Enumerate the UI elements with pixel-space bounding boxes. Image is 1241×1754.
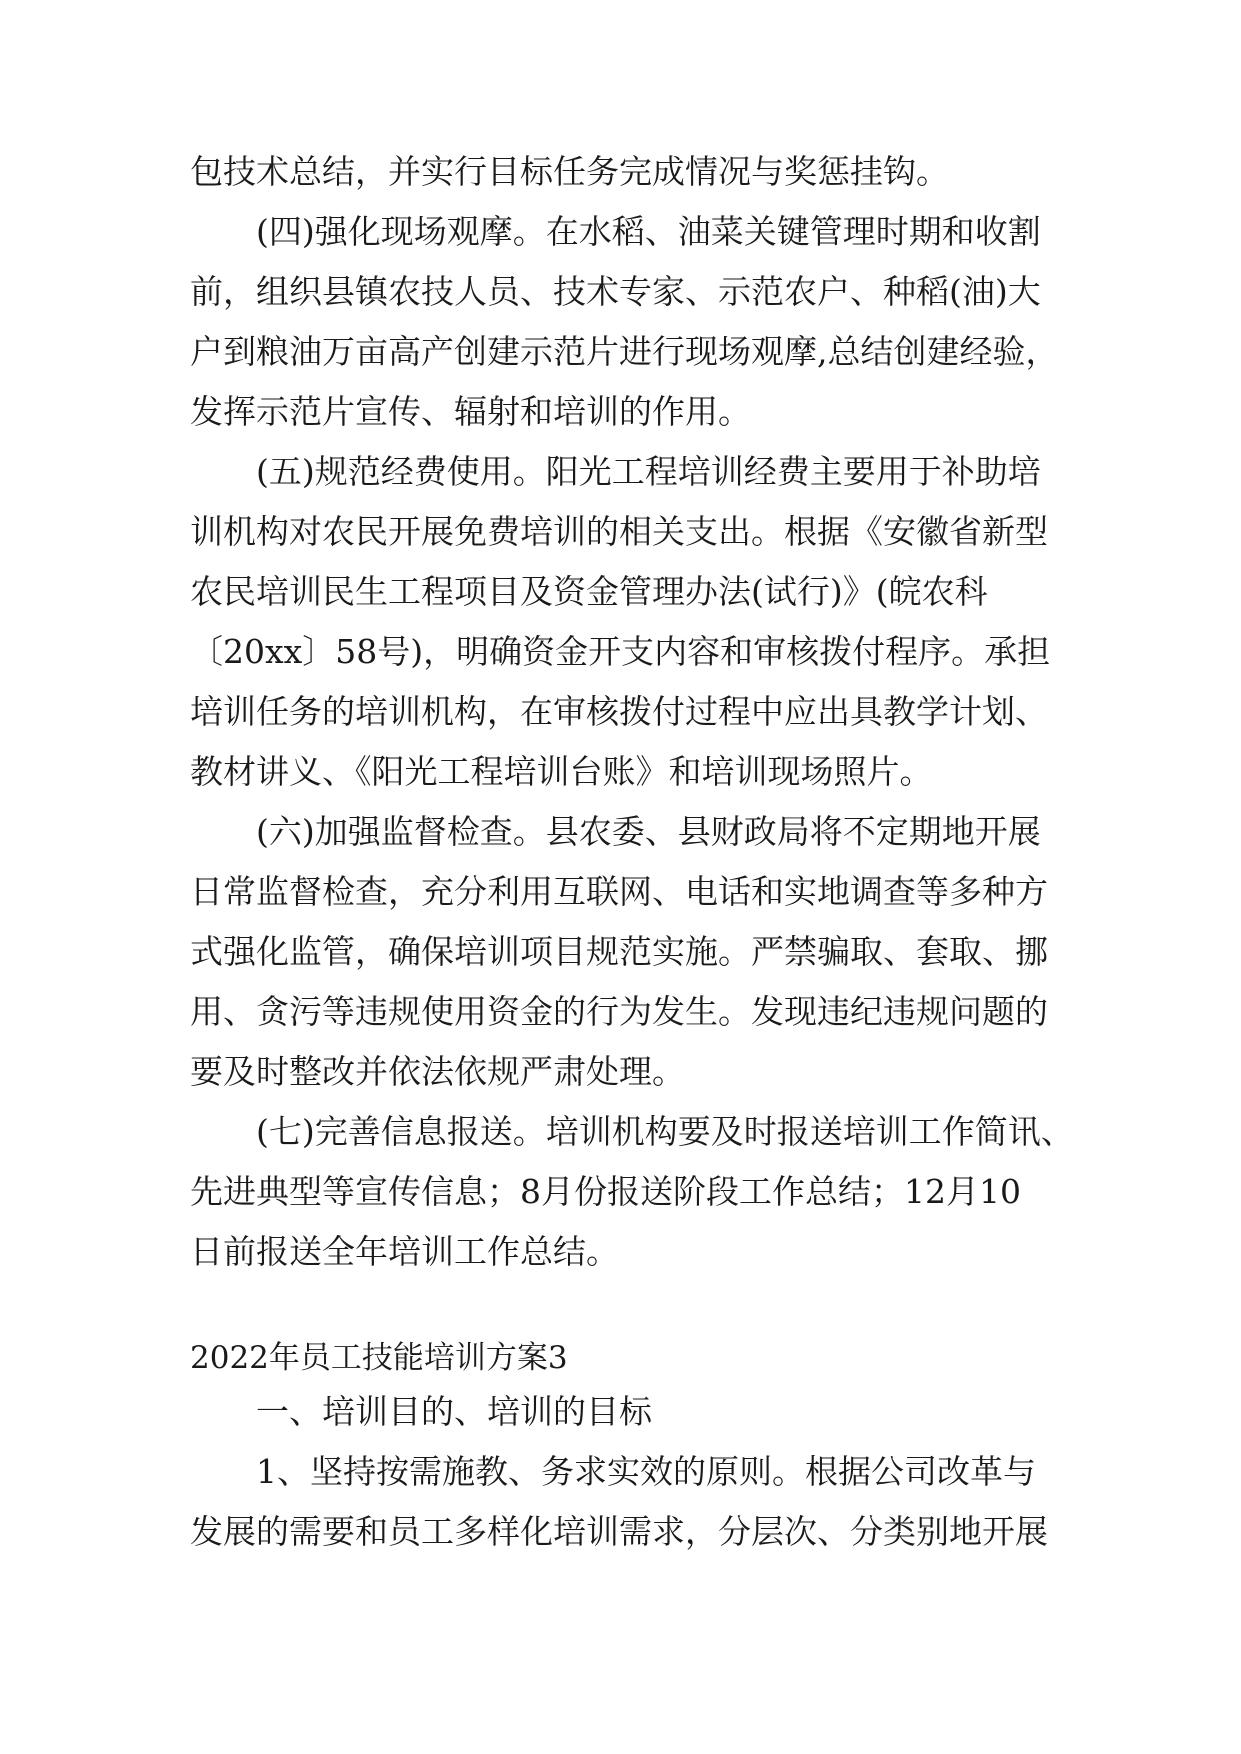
paragraph-line: (六)加强监督检查。县农委、县财政局将不定期地开展 [256,812,1041,851]
section-title: 2022年员工技能培训方案3 [190,1340,568,1376]
paragraph-line: 前，组织县镇农技人员、技术专家、示范农户、种稻(油)大 [190,272,1041,311]
paragraph-line: 要及时整改并依法依规严肃处理。 [190,1052,685,1091]
paragraph-line: 〔20xx〕58号)，明确资金开支内容和审核拨付程序。承担 [190,632,1051,671]
paragraph-line: (七)完善信息报送。培训机构要及时报送培训工作简讯、 [256,1112,1074,1151]
paragraph-line: 训机构对农民开展免费培训的相关支出。根据《安徽省新型 [190,512,1048,551]
paragraph-line: 日前报送全年培训工作总结。 [190,1232,619,1271]
paragraph-line: 包技术总结，并实行目标任务完成情况与奖惩挂钩。 [190,152,949,191]
paragraph-line: 户到粮油万亩高产创建示范片进行现场观摩,总结创建经验， [190,332,1059,371]
paragraph-line: (五)规范经费使用。阳光工程培训经费主要用于补助培 [256,452,1041,491]
paragraph-line: (四)强化现场观摩。在水稻、油菜关键管理时期和收割 [256,212,1041,251]
paragraph-line: 发展的需要和员工多样化培训需求，分层次、分类别地开展 [190,1512,1048,1551]
paragraph-line: 日常监督检查，充分利用互联网、电话和实地调查等多种方 [190,872,1048,911]
paragraph-line: 教材讲义、《阳光工程培训台账》和培训现场照片。 [190,752,933,791]
paragraph-line: 式强化监管，确保培训项目规范实施。严禁骗取、套取、挪 [190,932,1048,971]
section-heading: 一、培训目的、培训的目标 [256,1392,652,1431]
paragraph-line: 发挥示范片宣传、辐射和培训的作用。 [190,392,751,431]
paragraph-line: 用、贪污等违规使用资金的行为发生。发现违纪违规问题的 [190,992,1048,1031]
paragraph-line: 农民培训民生工程项目及资金管理办法(试行)》(皖农科 [190,572,988,611]
paragraph-line: 1、坚持按需施教、务求实效的原则。根据公司改革与 [256,1452,1036,1491]
paragraph-line: 先进典型等宣传信息；8月份报送阶段工作总结；12月10 [190,1172,1021,1211]
paragraph-line: 培训任务的培训机构，在审核拨付过程中应出具教学计划、 [190,692,1048,731]
